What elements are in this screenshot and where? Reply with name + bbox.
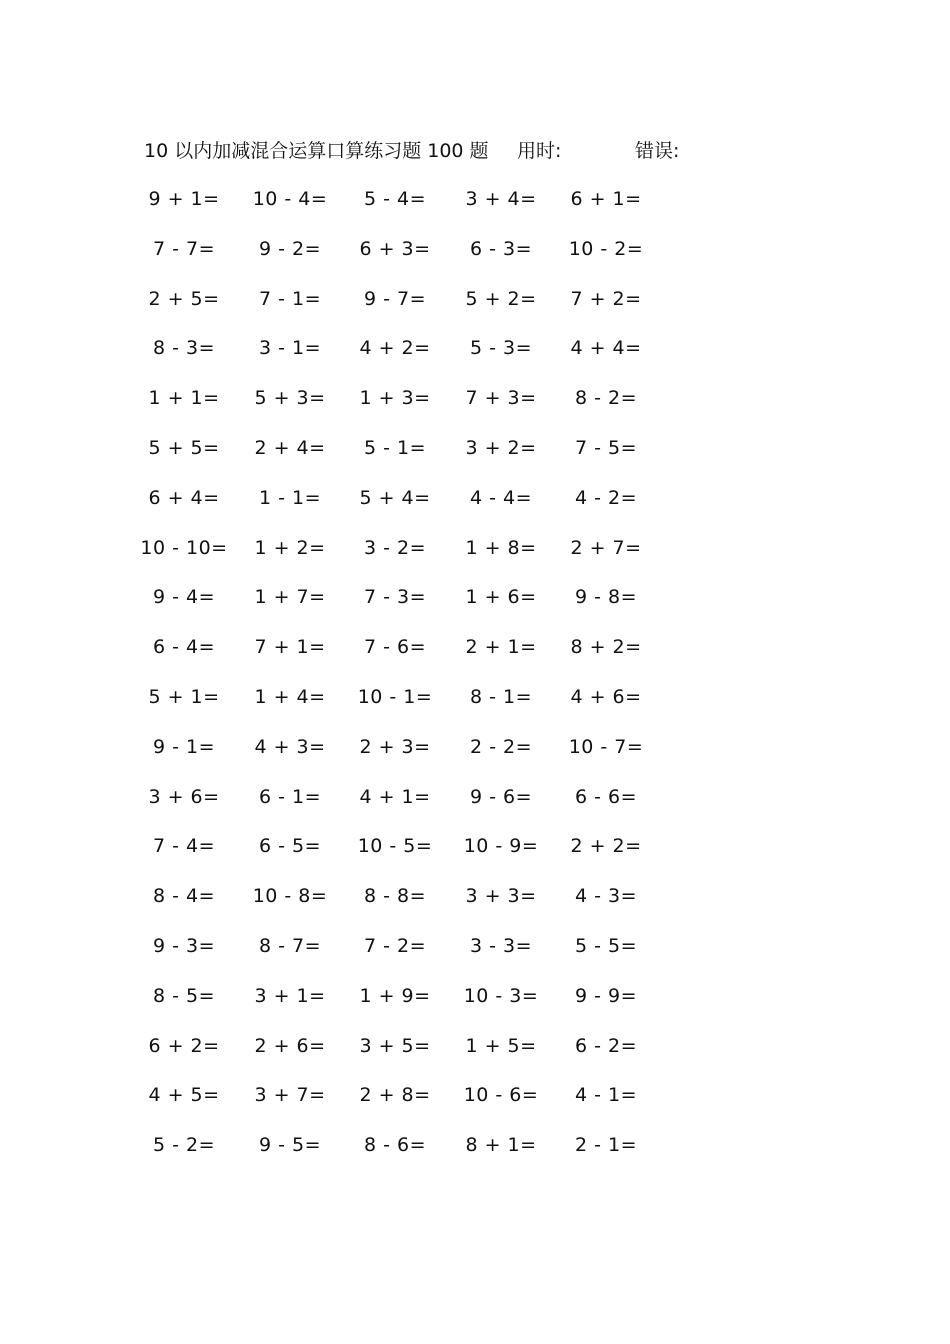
page-title: 10 以内加减混合运算口算练习题 100 题 bbox=[144, 140, 489, 162]
problem-item: 3 + 6= bbox=[148, 785, 220, 808]
problem-item: 3 - 2= bbox=[363, 536, 427, 559]
problem-item: 5 - 3= bbox=[469, 337, 533, 360]
problem-item: 10 - 7= bbox=[568, 735, 644, 758]
problem-item: 1 + 2= bbox=[254, 536, 326, 559]
problem-item: 7 - 5= bbox=[574, 436, 638, 459]
problem-item: 9 - 6= bbox=[469, 785, 533, 808]
problem-row bbox=[0, 733, 950, 783]
problem-item: 10 - 1= bbox=[357, 685, 433, 708]
problem-item: 7 + 1= bbox=[254, 636, 326, 659]
problem-item: 9 - 5= bbox=[258, 1134, 322, 1157]
problem-item: 8 + 1= bbox=[465, 1134, 537, 1157]
problem-item: 8 - 5= bbox=[152, 984, 216, 1007]
problem-item: 7 - 3= bbox=[363, 586, 427, 609]
problem-item: 10 - 5= bbox=[357, 835, 433, 858]
problem-row bbox=[0, 334, 950, 384]
problem-item: 2 - 1= bbox=[574, 1134, 638, 1157]
problem-item: 5 + 2= bbox=[465, 287, 537, 310]
problem-row bbox=[0, 484, 950, 534]
problem-item: 10 - 9= bbox=[463, 835, 539, 858]
problem-item: 5 + 3= bbox=[254, 387, 326, 410]
problem-item: 6 + 3= bbox=[359, 237, 431, 260]
time-used-label: 用时: bbox=[517, 140, 562, 162]
errors-label: 错误: bbox=[635, 140, 680, 162]
problem-item: 4 + 3= bbox=[254, 735, 326, 758]
problem-item: 2 + 2= bbox=[570, 835, 642, 858]
problem-item: 7 - 2= bbox=[363, 934, 427, 957]
problem-item: 2 + 7= bbox=[570, 536, 642, 559]
problem-row bbox=[0, 1131, 950, 1181]
problem-item: 1 + 3= bbox=[359, 387, 431, 410]
problem-item: 6 - 5= bbox=[258, 835, 322, 858]
problem-item: 4 - 1= bbox=[574, 1084, 638, 1107]
problem-row bbox=[0, 982, 950, 1032]
problem-item: 5 - 1= bbox=[363, 436, 427, 459]
problem-item: 5 - 2= bbox=[152, 1134, 216, 1157]
problem-item: 6 - 4= bbox=[152, 636, 216, 659]
problem-item: 10 - 3= bbox=[463, 984, 539, 1007]
problem-item: 3 + 5= bbox=[359, 1034, 431, 1057]
problem-item: 3 + 7= bbox=[254, 1084, 326, 1107]
problem-item: 1 + 7= bbox=[254, 586, 326, 609]
problem-item: 7 + 3= bbox=[465, 387, 537, 410]
problem-item: 3 + 4= bbox=[465, 188, 537, 210]
problem-item: 4 + 1= bbox=[359, 785, 431, 808]
problem-item: 2 + 4= bbox=[254, 436, 326, 459]
problem-item: 6 + 2= bbox=[148, 1034, 220, 1057]
problem-item: 2 + 3= bbox=[359, 735, 431, 758]
problem-row bbox=[0, 285, 950, 335]
problem-item: 3 + 2= bbox=[465, 436, 537, 459]
problem-item: 6 + 1= bbox=[570, 188, 642, 210]
problem-item: 6 - 2= bbox=[574, 1034, 638, 1057]
problem-item: 1 + 1= bbox=[148, 387, 220, 410]
problem-item: 8 - 2= bbox=[574, 387, 638, 410]
problem-item: 1 + 6= bbox=[465, 586, 537, 609]
problem-item: 9 - 3= bbox=[152, 934, 216, 957]
problem-item: 9 + 1= bbox=[148, 188, 220, 210]
problem-item: 2 + 5= bbox=[148, 287, 220, 310]
problem-item: 5 - 5= bbox=[574, 934, 638, 957]
problem-item: 9 - 7= bbox=[363, 287, 427, 310]
problem-item: 10 - 4= bbox=[252, 188, 328, 210]
problem-item: 8 - 3= bbox=[152, 337, 216, 360]
problem-item: 7 + 2= bbox=[570, 287, 642, 310]
problem-row bbox=[0, 384, 950, 434]
problem-item: 1 + 5= bbox=[465, 1034, 537, 1057]
problem-item: 8 + 2= bbox=[570, 636, 642, 659]
problem-item: 10 - 2= bbox=[568, 237, 644, 260]
problem-row bbox=[0, 683, 950, 733]
problem-item: 3 + 3= bbox=[465, 885, 537, 908]
problem-item: 10 - 10= bbox=[140, 536, 228, 559]
problem-row bbox=[0, 1081, 950, 1131]
problem-row bbox=[0, 633, 950, 683]
problem-item: 7 - 7= bbox=[152, 237, 216, 260]
problem-item: 8 - 1= bbox=[469, 685, 533, 708]
problem-item: 2 - 2= bbox=[469, 735, 533, 758]
problem-row bbox=[0, 185, 950, 235]
problem-item: 2 + 6= bbox=[254, 1034, 326, 1057]
problem-row bbox=[0, 1032, 950, 1082]
problem-item: 1 - 1= bbox=[258, 486, 322, 509]
problem-item: 7 - 6= bbox=[363, 636, 427, 659]
problem-item: 4 + 5= bbox=[148, 1084, 220, 1107]
problem-row bbox=[0, 832, 950, 882]
problem-item: 6 - 6= bbox=[574, 785, 638, 808]
problem-item: 1 + 9= bbox=[359, 984, 431, 1007]
problem-item: 9 - 1= bbox=[152, 735, 216, 758]
problem-row bbox=[0, 434, 950, 484]
problem-item: 3 - 3= bbox=[469, 934, 533, 957]
problem-item: 2 + 8= bbox=[359, 1084, 431, 1107]
problem-row bbox=[0, 783, 950, 833]
problem-item: 5 + 5= bbox=[148, 436, 220, 459]
problem-item: 6 - 1= bbox=[258, 785, 322, 808]
problem-item: 5 + 4= bbox=[359, 486, 431, 509]
problem-item: 8 - 4= bbox=[152, 885, 216, 908]
problem-item: 4 + 6= bbox=[570, 685, 642, 708]
problem-item: 9 - 2= bbox=[258, 237, 322, 260]
problem-item: 10 - 6= bbox=[463, 1084, 539, 1107]
problem-item: 4 + 2= bbox=[359, 337, 431, 360]
problem-row bbox=[0, 235, 950, 285]
problem-item: 6 - 3= bbox=[469, 237, 533, 260]
problem-item: 7 - 4= bbox=[152, 835, 216, 858]
problem-row bbox=[0, 882, 950, 932]
problem-item: 4 - 2= bbox=[574, 486, 638, 509]
problem-item: 9 - 8= bbox=[574, 586, 638, 609]
problem-item: 5 + 1= bbox=[148, 685, 220, 708]
problem-item: 8 - 8= bbox=[363, 885, 427, 908]
problem-item: 3 - 1= bbox=[258, 337, 322, 360]
problem-item: 1 + 8= bbox=[465, 536, 537, 559]
problem-item: 4 - 3= bbox=[574, 885, 638, 908]
problem-item: 1 + 4= bbox=[254, 685, 326, 708]
problem-row bbox=[0, 534, 950, 584]
problem-item: 4 + 4= bbox=[570, 337, 642, 360]
problem-item: 3 + 1= bbox=[254, 984, 326, 1007]
problem-item: 5 - 4= bbox=[363, 188, 427, 210]
problem-grid bbox=[0, 185, 950, 1181]
problem-item: 8 - 7= bbox=[258, 934, 322, 957]
problem-row bbox=[0, 932, 950, 982]
problem-item: 8 - 6= bbox=[363, 1134, 427, 1157]
problem-row bbox=[0, 583, 950, 633]
problem-item: 7 - 1= bbox=[258, 287, 322, 310]
problem-item: 9 - 9= bbox=[574, 984, 638, 1007]
problem-item: 9 - 4= bbox=[152, 586, 216, 609]
problem-item: 6 + 4= bbox=[148, 486, 220, 509]
problem-item: 4 - 4= bbox=[469, 486, 533, 509]
problem-item: 10 - 8= bbox=[252, 885, 328, 908]
problem-item: 2 + 1= bbox=[465, 636, 537, 659]
